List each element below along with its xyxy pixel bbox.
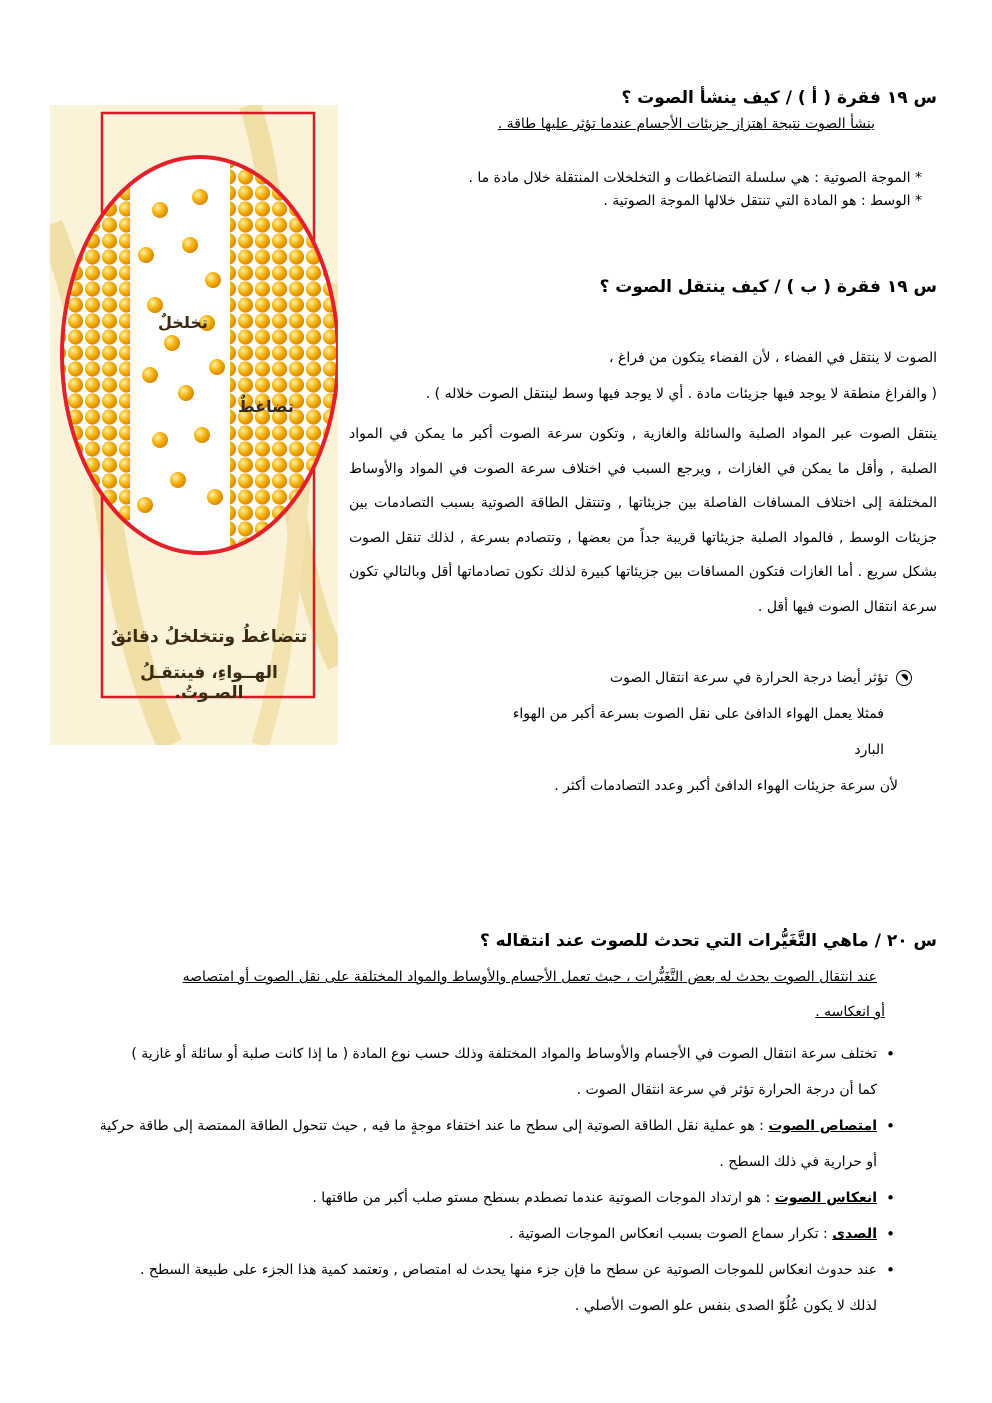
q19b-heading: س ١٩ فقرة ( ب ) / كيف ينتقل الصوت ؟ [599, 277, 937, 297]
compression-label: تضاغطٌ [238, 397, 294, 416]
bullet-3-text: : هو ارتداد الموجات الصوتية عندما تصطدم بسطح مستو صلب أكبر من طاقتها . [312, 1190, 775, 1206]
q19a-heading: س ١٩ فقرة ( أ ) / كيف ينشأ الصوت ؟ [621, 88, 937, 108]
bullet-reflection [49, 1180, 899, 1216]
term-absorption: امتصاص الصوت [768, 1118, 877, 1134]
q20-intro-line-2: أو انعكاسه . [815, 1004, 885, 1020]
bullet-1-line-1: • تختلف سرعة انتقال الصوت في الأجسام والأوساط والمواد المختلفة وذلك حسب نوع المادة ( ما إذا كانت صلبة أو سائلة أو غازية ) [131, 1046, 877, 1062]
illustration-caption-line-1: تتضاغطُ وتتخلخلُ دقائقُ [110, 627, 308, 647]
q19b-line-1: الصوت لا ينتقل في الفضاء ، لأن الفضاء يتكون من فراغ ، [609, 350, 937, 366]
bullet-echo [49, 1216, 899, 1252]
bullet-2-line-2: أو حرارية في ذلك السطح . [719, 1154, 877, 1170]
definition-sound-wave: * الموجة الصوتية : هي سلسلة التضاغطات و التخلخلات المنتقلة خلال مادة ما . [468, 170, 922, 186]
temperature-note [492, 660, 912, 804]
bullet-echo-loudness [49, 1252, 899, 1324]
q20-heading: س ٢٠ / ماهي التَّغَيُّرات التي تحدث للصوت عند انتقاله ؟ [479, 931, 937, 951]
bullet-4-text: : تكرار سماع الصوت بسبب انعكاس الموجات الصوتية . [509, 1226, 833, 1242]
note-pointer-icon [896, 670, 912, 686]
bullet-1-line-2: كما أن درجة الحرارة تؤثر في سرعة انتقال الصوت . [576, 1082, 877, 1098]
q19b-paragraph: ينتقل الصوت عبر المواد الصلبة والسائلة والغازية , وتكون سرعة الصوت أكبر ما يمكن في المواد الصلبة , وأقل ما يمكن في الغازات , ويرجع السبب في اختلاف سرعة الصوت في المواد والأوساط المختلفة إلى اختلاف المسافات الفاصلة بين جزيئاتها , وتنتقل الطاقة الصوتية بسبب التصادمات بين جزيئات الوسط , فالمواد الصلبة جزيئاتها قريبة جداً من بعضها , وتتصادم بسرعة , لذلك تنقل الصوت بشكل سريع . أما الغازات فتكون المسافات بين جزيئاتها كبيرة لذلك تكون تصادماتها أقل وبالتالي تكون سرعة انتقال الصوت فيها أقل . [349, 426, 937, 615]
q19b-line-2: ( والفراغ منطقة لا يوجد فيها جزيئات مادة . أي لا يوجد فيها وسط لينتقل الصوت خلاله ) . [425, 386, 937, 402]
bullet-2-line-1: : هو عملية نقل الطاقة الصوتية إلى سطح ما عند اختفاء موجةٍ ما فيه , حيث تتحول الطاقة الممتصة إلى طاقة حركية [99, 1118, 769, 1134]
illustration-caption-line-2: الهــواءِ، فينتقـلُ الصـوتُ. [140, 663, 278, 703]
definition-medium: * الوسط : هو المادة التي تنتقل خلالها الموجة الصوتية . [603, 193, 922, 209]
q19a-answer: ينشأ الصوت نتيجة اهتزاز جزيئات الأجسام عندما تؤثر عليها طاقة . [497, 116, 875, 132]
term-reflection: انعكاس الصوت [774, 1190, 877, 1206]
bullet-speed-variation [49, 1036, 899, 1108]
bullet-5-line-1: • عند حدوث انعكاس للموجات الصوتية عن سطح ما فإن جزء منها يحدث له امتصاص , وتعتمد كمية هذا الجزء على طبيعة السطح . [140, 1262, 877, 1278]
q20-bullet-list [49, 1036, 899, 1324]
note-line-2: فمثلا يعمل الهواء الدافئ على نقل الصوت بسرعة أكبر من الهواء البارد [512, 706, 884, 758]
air-particles-diagram [50, 105, 338, 745]
note-line-3: لأن سرعة جزيئات الهواء الدافئ أكبر وعدد التصادمات أكثر . [554, 778, 898, 794]
term-echo: الصدى [832, 1226, 877, 1242]
rarefaction-label: تخلخلٌ [158, 313, 208, 332]
sound-wave-illustration [50, 105, 338, 745]
bullet-absorption [49, 1108, 899, 1180]
bullet-5-line-2: لذلك لا يكون عُلُوّ الصدى بنفس علو الصوت الأصلي . [574, 1298, 877, 1314]
q20-intro-line-1: عند انتقال الصوت يحدث له بعض التَّغَيُّرات ، حيث تعمل الأجسام والأوساط والمواد المختلفة على نقل الصوت أو امتصاصه [182, 969, 877, 985]
note-line-1: تؤثر أيضا درجة الحرارة في سرعة انتقال الصوت [609, 670, 888, 686]
